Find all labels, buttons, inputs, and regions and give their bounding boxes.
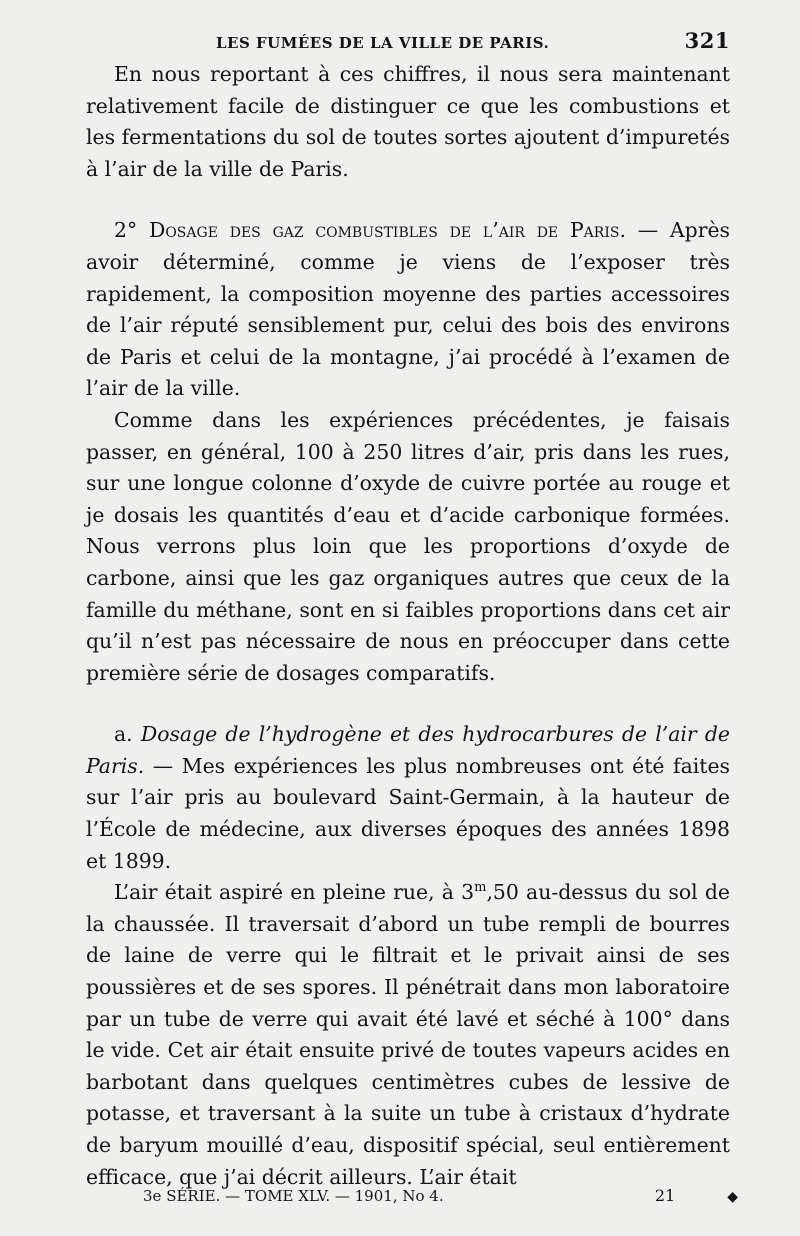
running-title: LES FUMÉES DE LA VILLE DE PARIS. (216, 34, 550, 52)
running-head (86, 28, 730, 53)
paragraph-2-text: — Après avoir déterminé, comme je viens de l’exposer très rapidement, la composition moyenne des parties accessoires de l’air réputé sensiblement pur, celui des bois des environs de Paris et celui de la montagne, j’ai procédé à l’examen de l’air de la ville. (86, 218, 730, 401)
section-heading: 2° Dosage des gaz combustibles de l’air de Paris. (114, 218, 626, 243)
ornament-icon: ◆ (727, 1189, 738, 1205)
paragraph-3: Comme dans les expériences précédentes, je faisais passer, en général, 100 à 250 litres d’air, pris dans les rues, sur une longue colonne d’oxyde de cuivre portée au rouge et je dosais les quantités d’eau et d’acide carbonique formées. Nous verrons plus loin que les proportions d’oxyde de carbone, ainsi que les gaz organiques autres que ceux de la famille du méthane, sont en si faibles proportions dans cet air qu’il n’est pas nécessaire de nous en préoccuper dans cette première série de dosages comparatifs. (86, 407, 730, 685)
paragraph-2 (86, 215, 730, 405)
paragraph-4 (86, 719, 730, 877)
paragraph-4-text: — Mes expériences les plus nombreuses ont été faites sur l’air pris au boulevard Saint-Germain, à la hauteur de l’École de médecine, aux diverses époques des années 1898 et 1899. (86, 753, 730, 873)
series-info: 3e SÉRIE. — TOME XLV. — 1901, No 4. (143, 1187, 444, 1205)
paragraph-5 (86, 877, 730, 1193)
unit-superscript: m (474, 880, 487, 896)
subsection-label: a. (114, 722, 133, 747)
page-number: 321 (684, 28, 730, 53)
section-gap (86, 689, 730, 719)
paragraph-1: En nous reportant à ces chiffres, il nous sera maintenant relativement facile de distinguer ce que les combustions et les fermentations du sol de toutes sortes ajoutent d’impuretés à l’air de la ville de Paris. (86, 62, 730, 181)
paragraph-5-rest: ,50 au-dessus du sol de la chaussée. Il traversait d’abord un tube rempli de bourres de laine de verre qui le filtrait et le privait ainsi de ses poussières et de ses spores. Il pénétrait dans mon laboratoire par un tube de verre qui avait été lavé et séché à 100° dans le vide. Cet air était ensuite privé de toutes vapeurs acides en barbotant dans quelques centimètres cubes de lessive de potasse, et traversant à la suite un tube à cristaux d’hydrate de baryum mouillé d’eau, dispositif spécial, seul entièrement efficace, que j’ai décrit ailleurs. L’air était (86, 880, 730, 1189)
signature-mark: 21 (654, 1186, 676, 1205)
paragraph-5-start: L’air était aspiré en pleine rue, à 3 (114, 880, 475, 905)
section-gap (86, 185, 730, 215)
subsection-title: Dosage de l’hydrogène et des hydrocarbures de l’air de Paris. (86, 722, 730, 778)
page-footer (143, 1186, 738, 1205)
